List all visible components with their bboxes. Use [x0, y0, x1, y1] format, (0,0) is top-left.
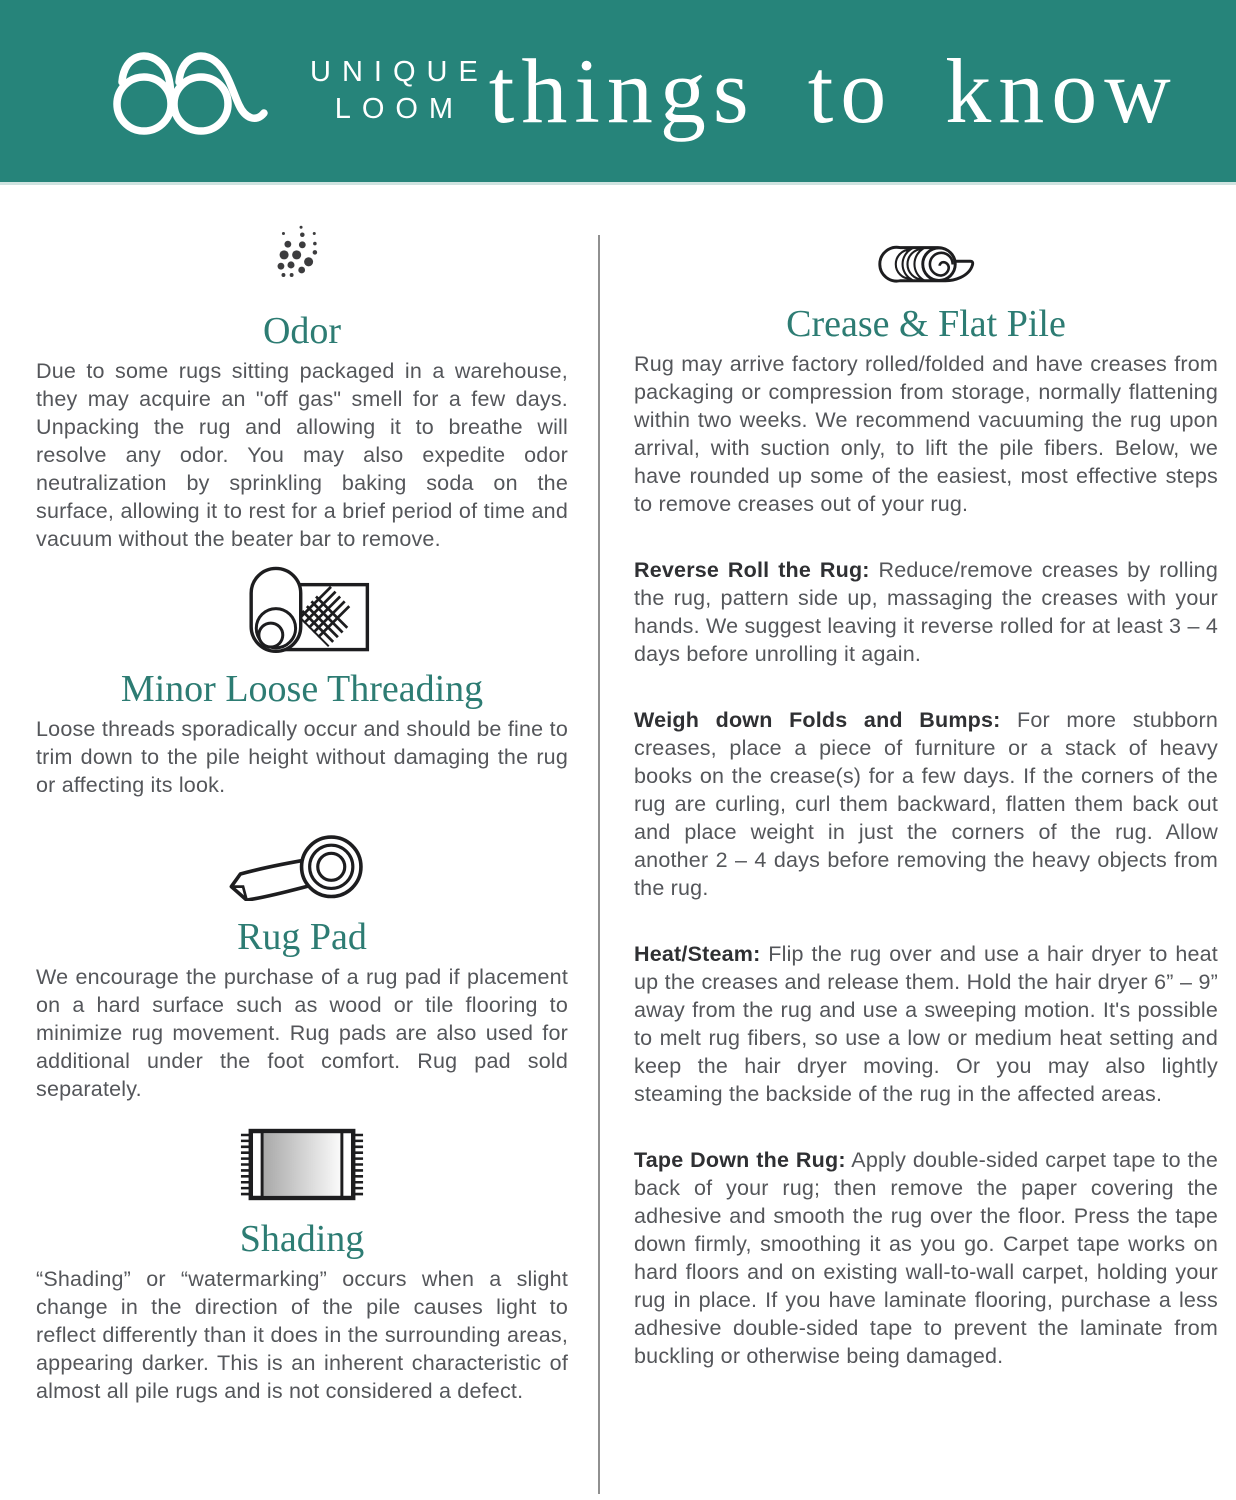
tip-tape-down [634, 1146, 1218, 1370]
shaded-rug-icon [36, 1127, 568, 1203]
tip-weigh-down [634, 706, 1218, 902]
content [0, 185, 1236, 1405]
tip-label: Tape Down the Rug: [634, 1148, 846, 1172]
section-body-odor: Due to some rugs sitting packaged in a warehouse, they may acquire an "off gas" smell for a few days. Unpacking the rug and allowing it to breathe will resolve any odor. You may also expedite odor neutralization by sprinkling baking soda on the surface, allowing it to rest for a brief period of time and vacuum without the beater bar to remove. [36, 359, 568, 551]
rolled-rug-spiral-icon [634, 241, 1218, 288]
tip-text: Reduce/remove creases by rolling the rug, pattern side up, massaging the creases with your hands. We suggest leaving it reverse rolled for at least 3 – 4 days before unrolling it again. [634, 558, 1218, 666]
section-heading-threading: Minor Loose Threading [120, 668, 484, 710]
tip-text: Apply double-sided carpet tape to the back of your rug; then remove the paper covering the adhesive and smooth the rug over the floor. Press the tape down firmly, smoothing it as you go. Carpet tape works on hard floors and on existing wall-to-wall carpet, holding your rug in place. If you have laminate flooring, purchase a less adhesive double-sided tape to prevent the laminate from buckling or otherwise being damaged. [634, 1148, 1219, 1368]
brand [106, 40, 489, 143]
tip-label: Reverse Roll the Rug: [634, 558, 870, 582]
section-body-shading: “Shading” or “watermarking” occurs when a slight change in the direction of the pile causes light to reflect differently than it does in the surrounding areas, appearing darker. This is an inherent characteristic of almost all pile rugs and is not considered a defect. [36, 1267, 568, 1403]
section-heading-odor: Odor [262, 310, 342, 352]
tip-text: Flip the rug over and use a hair dryer to heat up the creases and release them. Hold the hair dryer 6” – 9” away from the rug and use a sweeping motion. It's possible to melt rug fibers, so use a low or medium heat setting and keep the hair dryer moving. Or you may also lightly steaming the backside of the rug in the affected areas. [634, 942, 1218, 1106]
section-body-crease-intro: Rug may arrive factory rolled/folded and have creases from packaging or compression from storage, normally flattening within two weeks. We recommend vacuuming the rug upon arrival, with suction only, to lift the pile fibers. Below, we have rounded up some of the easiest, most effective steps to remove creases out of your rug. [634, 352, 1218, 516]
column-divider [598, 235, 600, 1494]
page-title: things to know [488, 40, 1178, 142]
tip-reverse-roll [634, 556, 1218, 668]
tip-label: Weigh down Folds and Bumps: [634, 708, 1001, 732]
brand-name-line1: UNIQUE [310, 56, 489, 88]
odor-specks-icon [36, 211, 568, 295]
section-body-threading: Loose threads sporadically occur and should be fine to trim down to the pile height without damaging the rug or affecting its look. [36, 717, 568, 797]
rolled-rug-crosshatch-icon [36, 565, 568, 653]
brand-name-line2: LOOM [334, 93, 465, 125]
right-column [634, 185, 1218, 1405]
section-heading-rug-pad: Rug Pad [237, 916, 367, 958]
unique-loom-logo-icon [106, 40, 284, 143]
section-heading-shading: Shading [239, 1218, 365, 1260]
header [0, 0, 1236, 185]
tip-text: For more stubborn creases, place a piece of furniture or a stack of heavy books on the crease(s) for a few days. If the corners of the rug are curling, curl them backward, flatten them back out and place weight in just the corners of the rug. Allow another 2 – 4 days before removing the heavy objects from the rug. [634, 708, 1218, 900]
rug-pad-roll-icon [36, 829, 568, 901]
tip-label: Heat/Steam: [634, 942, 761, 966]
left-column [36, 185, 568, 1405]
brand-name [310, 54, 489, 128]
section-body-rug-pad: We encourage the purchase of a rug pad if placement on a hard surface such as wood or tile flooring to minimize rug movement. Rug pads are also used for additional under the foot comfort. Rug pad sold separately. [36, 965, 568, 1101]
section-heading-crease: Crease & Flat Pile [786, 303, 1066, 345]
tip-heat-steam [634, 940, 1218, 1108]
